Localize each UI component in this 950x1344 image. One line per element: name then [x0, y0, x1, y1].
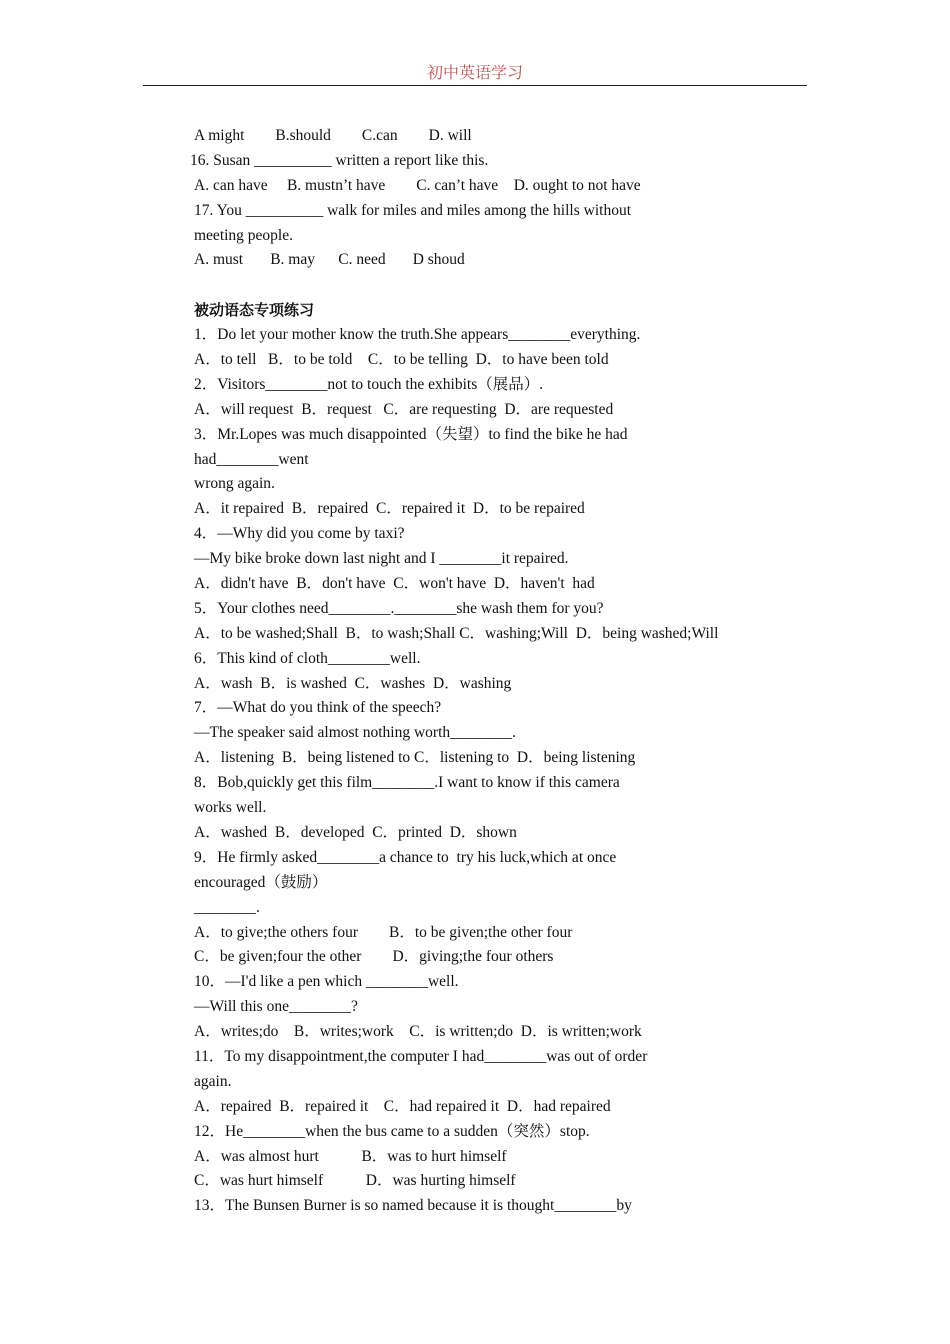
question-4: 4．—Why did you come by taxi? [194, 525, 405, 543]
options-line: A．it repaired B．repaired C．repaired it D．to be repaired [194, 500, 585, 518]
question-5: 5．Your clothes need________.________she wash them for you? [194, 599, 604, 617]
options-line: A．to be washed;Shall B．to wash;Shall C．washing;Will D．being washed;Will [194, 624, 719, 642]
question-8: 8．Bob,quickly get this film________.I want to know if this camera [194, 774, 620, 792]
options-line: A. can have B. mustn’t have C. can’t have D. ought to not have [194, 176, 641, 194]
options-line: A. must B. may C. need D shoud [194, 251, 465, 269]
page-header-title: 初中英语学习 [426, 63, 523, 82]
question-3-continued: had________went [194, 450, 309, 468]
options-line: A．wash B．is washed C．washes D．washing [194, 674, 512, 692]
question-9-continued: encouraged（鼓励） [194, 873, 328, 891]
blank-line [194, 273, 834, 298]
question-7: 7．—What do you think of the speech? [194, 699, 442, 717]
question-16: 16. Susan __________ written a report like this. [190, 151, 489, 169]
question-8-continued: works well. [194, 799, 267, 817]
question-3: 3．Mr.Lopes was much disappointed（失望）to find the bike he had [194, 425, 628, 443]
question-17: 17. You __________ walk for miles and miles among the hills without [194, 201, 631, 219]
question-2: 2．Visitors________not to touch the exhibits（展品）. [194, 375, 544, 393]
options-line: A．will request B．request C．are requesting D．are requested [194, 400, 614, 418]
header-divider [143, 85, 807, 86]
question-17-continued: meeting people. [194, 226, 293, 244]
question-13: 13．The Bunsen Burner is so named because it is thought________by [194, 1197, 632, 1215]
question-9-continued: ________. [194, 898, 260, 916]
options-line: A．repaired B．repaired it C．had repaired it D．had repaired [194, 1097, 611, 1115]
question-11: 11．To my disappointment,the computer I had________was out of order [194, 1047, 648, 1065]
question-11-continued: again. [194, 1072, 232, 1090]
options-line: A．was almost hurt B．was to hurt himself [194, 1147, 507, 1165]
section-heading: 被动语态专项练习 [194, 301, 315, 320]
question-10: 10．—I'd like a pen which ________well. [194, 973, 459, 991]
options-line: C．be given;four the other D．giving;the four others [194, 948, 554, 966]
question-3-continued: wrong again. [194, 475, 275, 493]
question-12: 12．He________when the bus came to a sudden（突然）stop. [194, 1122, 590, 1140]
document-body [190, 124, 834, 1219]
question-1: 1．Do let your mother know the truth.She appears________everything. [194, 326, 641, 344]
options-line: A．to give;the others four B．to be given;the other four [194, 923, 573, 941]
question-6: 6．This kind of cloth________well. [194, 649, 421, 667]
options-line: C．was hurt himself D．was hurting himself [194, 1172, 516, 1190]
question-7-continued: —The speaker said almost nothing worth________. [194, 724, 517, 742]
question-4-continued: —My bike broke down last night and I ________it repaired. [194, 550, 569, 568]
options-line: A．didn't have B．don't have C．won't have D．haven't had [194, 575, 595, 593]
options-line: A．washed B．developed C．printed D．shown [194, 823, 517, 841]
question-10-continued: —Will this one________? [194, 998, 358, 1016]
options-line: A．listening B．being listened to C．listening to D．being listening [194, 749, 636, 767]
options-line: A．writes;do B．writes;work C．is written;do D．is written;work [194, 1023, 642, 1041]
question-9: 9．He firmly asked________a chance to try his luck,which at once [194, 848, 617, 866]
options-line: A might B.should C.can D. will [194, 127, 472, 144]
options-line: A．to tell B．to be told C．to be telling D．to have been told [194, 351, 609, 369]
